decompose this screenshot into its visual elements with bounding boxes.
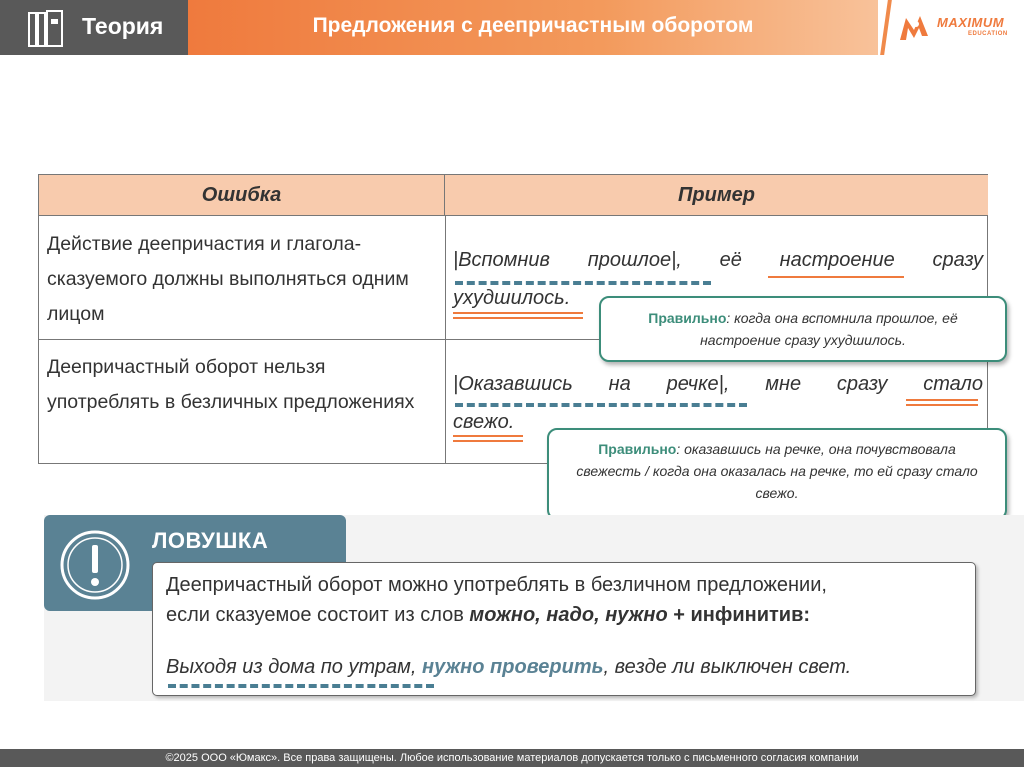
trap-example-accent: нужно проверить bbox=[422, 656, 604, 678]
column-divider bbox=[445, 216, 446, 464]
predicate-underline bbox=[453, 435, 523, 442]
trap-title: ЛОВУШКА bbox=[152, 528, 269, 553]
trap-example-start: Выходя из дома по утрам, bbox=[166, 656, 422, 678]
example-predicate: стало bbox=[923, 373, 983, 395]
example-predicate: свежо. bbox=[453, 411, 515, 433]
example-word: мне bbox=[765, 373, 802, 395]
section-label: Теория bbox=[82, 13, 164, 39]
example-word: |Вспомнив bbox=[453, 249, 550, 271]
logo-main-text: MAXIMUM bbox=[937, 15, 1005, 30]
error-cell-2: Деепричастный оборот нельзя употреблять в безличных предложениях bbox=[47, 356, 415, 413]
column-header-example: Пример bbox=[445, 175, 988, 216]
callout-text: : оказавшись на речке, она почувствовала свежесть / когда она оказалась на речке, то ей сразу стало свежо. bbox=[576, 441, 978, 501]
correct-callout-2 bbox=[547, 428, 1007, 520]
page-title: Предложения с деепричастным оборотом bbox=[312, 14, 754, 37]
trap-example bbox=[166, 656, 851, 679]
example-word: |Оказавшись bbox=[453, 373, 573, 395]
trap-rule bbox=[166, 570, 966, 630]
books-icon bbox=[28, 9, 64, 49]
example-word: на bbox=[608, 373, 631, 395]
example-word: прошлое|, bbox=[587, 249, 682, 271]
example-word: её bbox=[719, 249, 742, 271]
predicate-underline bbox=[906, 399, 978, 406]
participle-underline bbox=[168, 684, 434, 688]
copyright-footer: ©2025 ООО «Юмакс». Все права защищены. Любое использование материалов допускается только с письменного согласия компании bbox=[0, 749, 1024, 767]
trap-line-2-start: если сказуемое состоит из слов bbox=[166, 604, 470, 626]
logo-sub-text: EDUCATION bbox=[968, 31, 1008, 37]
participle-underline bbox=[455, 281, 711, 285]
callout-label: Правильно bbox=[598, 441, 677, 457]
subject-underline bbox=[768, 276, 904, 278]
callout-text: : когда она вспомнила прошлое, её настроение сразу ухудшилось. bbox=[700, 310, 958, 348]
callout-label: Правильно bbox=[648, 310, 727, 326]
example-word: сразу bbox=[836, 373, 888, 395]
participle-underline bbox=[455, 403, 747, 407]
example-word: речке|, bbox=[666, 373, 730, 395]
error-cell-1: Действие деепричастия и глагола-сказуемого должны выполняться одним лицом bbox=[47, 233, 409, 325]
example-predicate: ухудшилось. bbox=[453, 287, 571, 309]
correct-callout-1 bbox=[599, 296, 1007, 362]
header-divider bbox=[880, 0, 892, 55]
trap-example-end: , везде ли выключен свет. bbox=[603, 656, 852, 678]
example-subject: настроение bbox=[779, 249, 895, 271]
predicate-underline bbox=[453, 312, 583, 319]
column-header-error: Ошибка bbox=[39, 175, 445, 216]
exclamation-icon bbox=[58, 528, 132, 602]
trap-line-1: Деепричастный оборот можно употреблять в безличном предложении, bbox=[166, 574, 827, 596]
trap-line-2 bbox=[166, 600, 966, 630]
trap-key-words: можно, надо, нужно bbox=[469, 604, 668, 626]
trap-line-2-end: + инфинитив: bbox=[667, 604, 811, 626]
example-word: сразу bbox=[932, 249, 983, 271]
